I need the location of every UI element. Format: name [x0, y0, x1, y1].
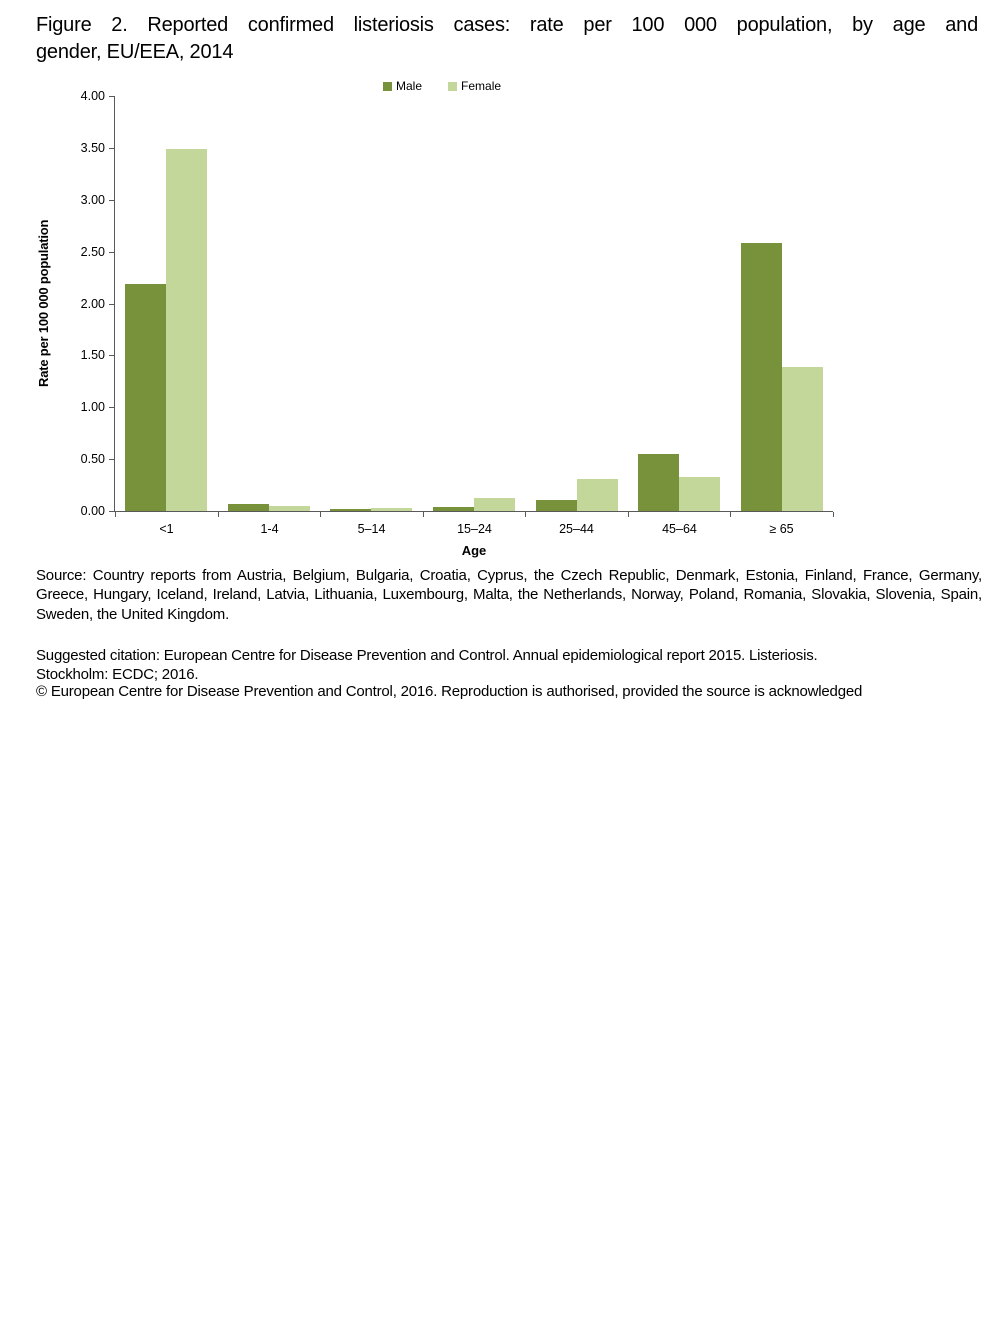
- bar-female-6: [679, 477, 720, 511]
- x-category-label: <1: [159, 522, 174, 536]
- y-tick-mark: [109, 304, 114, 305]
- x-category-label: ≥ 65: [769, 522, 794, 536]
- bar-male-3: [330, 509, 371, 511]
- bar-male-4: [433, 507, 474, 511]
- x-tick-mark: [115, 512, 116, 517]
- y-axis-line: [114, 96, 115, 512]
- x-axis-title: Age: [461, 543, 487, 558]
- bar-female-3: [371, 508, 412, 511]
- y-tick-label: 0.50: [80, 452, 105, 466]
- y-tick-label: 4.00: [80, 89, 105, 103]
- x-tick-mark: [218, 512, 219, 517]
- x-axis-line: [115, 511, 833, 512]
- legend-label-female: Female: [461, 79, 502, 93]
- x-category-label: 5–14: [357, 522, 386, 536]
- bar-female-2: [269, 506, 310, 511]
- bar-male-2: [228, 504, 269, 511]
- x-category-label: 1-4: [260, 522, 279, 536]
- x-category-label: 15–24: [457, 522, 492, 536]
- legend-label-male: Male: [396, 79, 423, 93]
- citation-line1: Suggested citation: European Centre for Disease Prevention and Control. Annual epidemiological report 2015. Listeriosis.: [36, 647, 818, 664]
- y-tick-mark: [109, 407, 114, 408]
- y-tick-label: 2.00: [80, 297, 105, 311]
- y-tick-mark: [109, 96, 114, 97]
- bar-male-5: [536, 500, 577, 511]
- y-axis-title: Rate per 100 000 population: [36, 219, 51, 388]
- x-tick-mark: [730, 512, 731, 517]
- x-tick-mark: [423, 512, 424, 517]
- y-tick-label: 3.50: [80, 141, 105, 155]
- y-tick-mark: [109, 148, 114, 149]
- x-tick-mark: [628, 512, 629, 517]
- y-tick-label: 0.00: [80, 504, 105, 518]
- citation-text: [36, 646, 982, 685]
- x-category-label: 25–44: [559, 522, 594, 536]
- bar-female-5: [577, 479, 618, 511]
- y-tick-mark: [109, 511, 114, 512]
- y-tick-label: 1.50: [80, 348, 105, 362]
- figure-title-line1: Figure 2. Reported confirmed listeriosis cases: rate per 100 000 population, by age and: [36, 14, 978, 36]
- bar-female-7: [782, 367, 823, 511]
- y-tick-label: 1.00: [80, 400, 105, 414]
- y-tick-mark: [109, 355, 114, 356]
- figure-title-line2: gender, EU/EEA, 2014: [36, 41, 234, 63]
- source-text: Source: Country reports from Austria, Belgium, Bulgaria, Croatia, Cyprus, the Czech Republic, Denmark, Estonia, Finland, France, Germany, Greece, Hungary, Iceland, Ireland, Latvia, Lithuania, Luxembourg, Malta, the Netherlands, Norway, Poland, Romania, Slovakia, Slovenia, Spain, Sweden, the United Kingdom.: [36, 567, 982, 623]
- bar-chart-plot-area: [0, 0, 1008, 560]
- y-tick-mark: [109, 252, 114, 253]
- x-tick-mark: [320, 512, 321, 517]
- bar-male-6: [638, 454, 679, 511]
- y-tick-mark: [109, 459, 114, 460]
- y-tick-mark: [109, 200, 114, 201]
- citation-line2: Stockholm: ECDC; 2016.: [36, 666, 199, 684]
- x-tick-mark: [525, 512, 526, 517]
- copyright-text: © European Centre for Disease Prevention and Control, 2016. Reproduction is authorised, provided the source is acknowledged: [36, 683, 863, 700]
- x-category-label: 45–64: [662, 522, 697, 536]
- x-tick-mark: [833, 512, 834, 517]
- bar-female-1: [166, 149, 207, 511]
- y-tick-label: 3.00: [80, 193, 105, 207]
- bar-male-7: [741, 243, 782, 511]
- y-tick-label: 2.50: [80, 245, 105, 259]
- bar-female-4: [474, 498, 515, 511]
- bar-male-1: [125, 284, 166, 511]
